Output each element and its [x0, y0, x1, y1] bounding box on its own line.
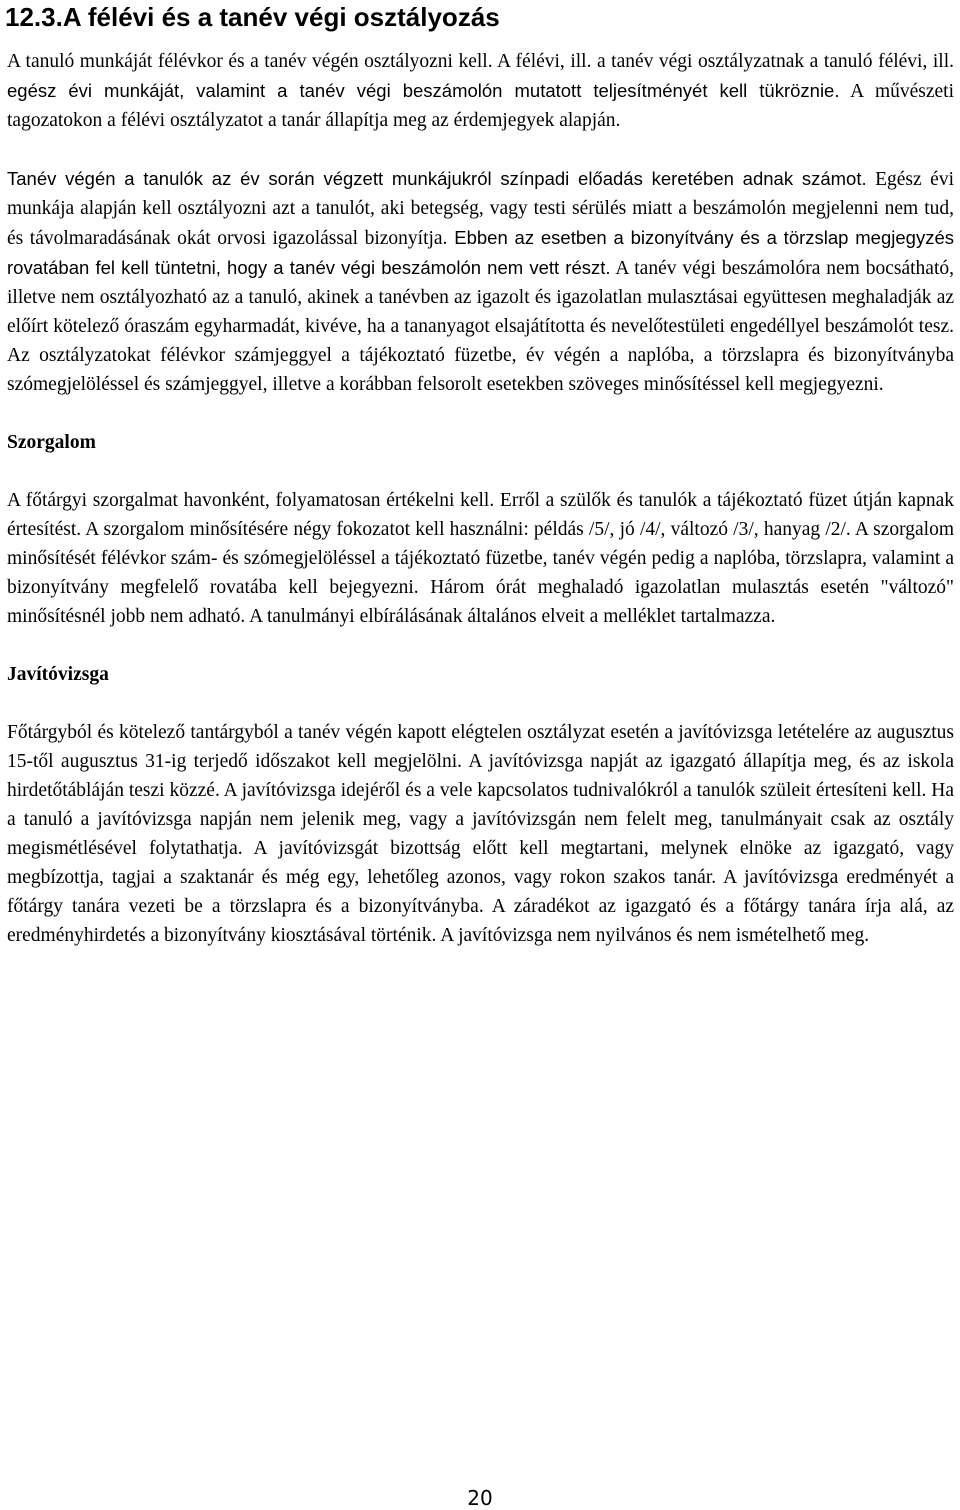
szorgalom-paragraph: A főtárgyi szorgalmat havonként, folyamatosan értékelni kell. Erről a szülők és tanulók a tájékoztató füzet útján kapnak értesítést. A szorgalom minősítésére négy fokozatot kell használni: példás /5/, jó /4/, változó /3/, hanyag /2/. A szorgalom minősítését félévkor szám- és szómegjelöléssel a tájékoztató füzetbe, tanév végén pedig a naplóba, törzslapra, valamint a bizonyítvány megfelelő rovatába kell bejegyezni. Három órát meghaladó igazolatlan mulasztás esetén "változó" minősítésnél jobb nem adható. A tanulmányi elbírálásának általános elveit a melléklet tartalmazza.	[7, 490, 954, 627]
intro-text-3: A művészeti tagozatokon a félévi osztályzatot a tanár állapítja meg az érdemjegyek alapján.	[7, 81, 954, 131]
javitovizsga-paragraph: Főtárgyból és kötelező tantárgyból a tanév végén kapott elégtelen osztályzat esetén a javítóvizsga letételére az augusztus 15-től augusztus 31-ig terjedő időszakot kell megjelölni. A javítóvizsga napját az igazgató állapítja meg, és az iskola hirdetőtábláján teszi közzé. A javítóvizsga idejéről és a vele kapcsolatos tudnivalókról a tanulók szüleit értesíteni kell. Ha a tanuló a javítóvizsga napján nem jelenik meg, vagy a javítóvizsgán nem felelt meg, tanulmányait csak az osztály megismétlésével folytathatja. A javítóvizsgát bizottság előtt kell megtartani, melynek elnöke az igazgató, vagy megbízottja, tagjai a szaktanár és még egy, lehetőleg azonos, vagy rokon szakos tanár. A javítóvizsga eredményét a főtárgy tanára vezeti be a törzslapra és a bizonyítványba. A záradékot az igazgató és a főtárgy tanára írja alá, az eredményhirdetés a bizonyítvány kiosztásával történik. A javítóvizsga nem nyilvános és nem ismételhető meg.	[7, 722, 954, 946]
tanev-text-1: Tanév végén a tanulók az év során végzett munkájukról színpadi előadás keretében adnak számot.	[7, 168, 867, 189]
tanev-text-3: Ebben az esetben a bizonyítvány és a törzslap megjegyzés rovatában fel kell tüntetni, hogy a tanév végi beszámolón nem vett részt.	[7, 227, 954, 278]
javitovizsga-heading: Javítóvizsga	[7, 664, 109, 685]
document-page	[7, 0, 954, 950]
tanev-paragraph	[7, 164, 954, 399]
szorgalom-heading: Szorgalom	[7, 432, 96, 453]
section-heading: 12.3.A félévi és a tanév végi osztályozás	[5, 2, 500, 32]
intro-paragraph	[7, 46, 954, 135]
intro-text-2: egész évi munkáját, valamint a tanév végi beszámolón mutatott teljesítményét kell tükröznie.	[7, 80, 840, 101]
intro-text-1: A tanuló munkáját félévkor és a tanév végén osztályozni kell. A félévi, ill. a tanév végi osztályzatnak a tanuló félévi, ill.	[7, 51, 954, 72]
tanev-text-4: A tanév végi beszámolóra nem bocsátható, illetve nem osztályozható az a tanuló, akinek a tanévben az igazolt és igazolatlan mulasztásai együttesen meghaladják az előírt kötelező óraszám egyharmadát, kivéve, ha a tananyagot elsajátította és nevelőtestületi engedéllyel beszámolót tesz. Az osztályzatokat félévkor számjeggyel a tájékoztató füzetbe, év végén a naplóba, a törzslapra és bizonyítványba szómegjelöléssel és számjeggyel, illetve a korábban felsorolt esetekben szöveges minősítéssel kell megjegyezni.	[7, 258, 954, 395]
page-number: 20	[467, 1486, 493, 1510]
tanev-text-2: Egész évi munkája alapján kell osztályozni azt a tanulót, aki betegség, vagy testi sérülés miatt a beszámolón megjelenni nem tud, és távolmaradásának okát orvosi igazolással bizonyítja.	[7, 169, 954, 249]
